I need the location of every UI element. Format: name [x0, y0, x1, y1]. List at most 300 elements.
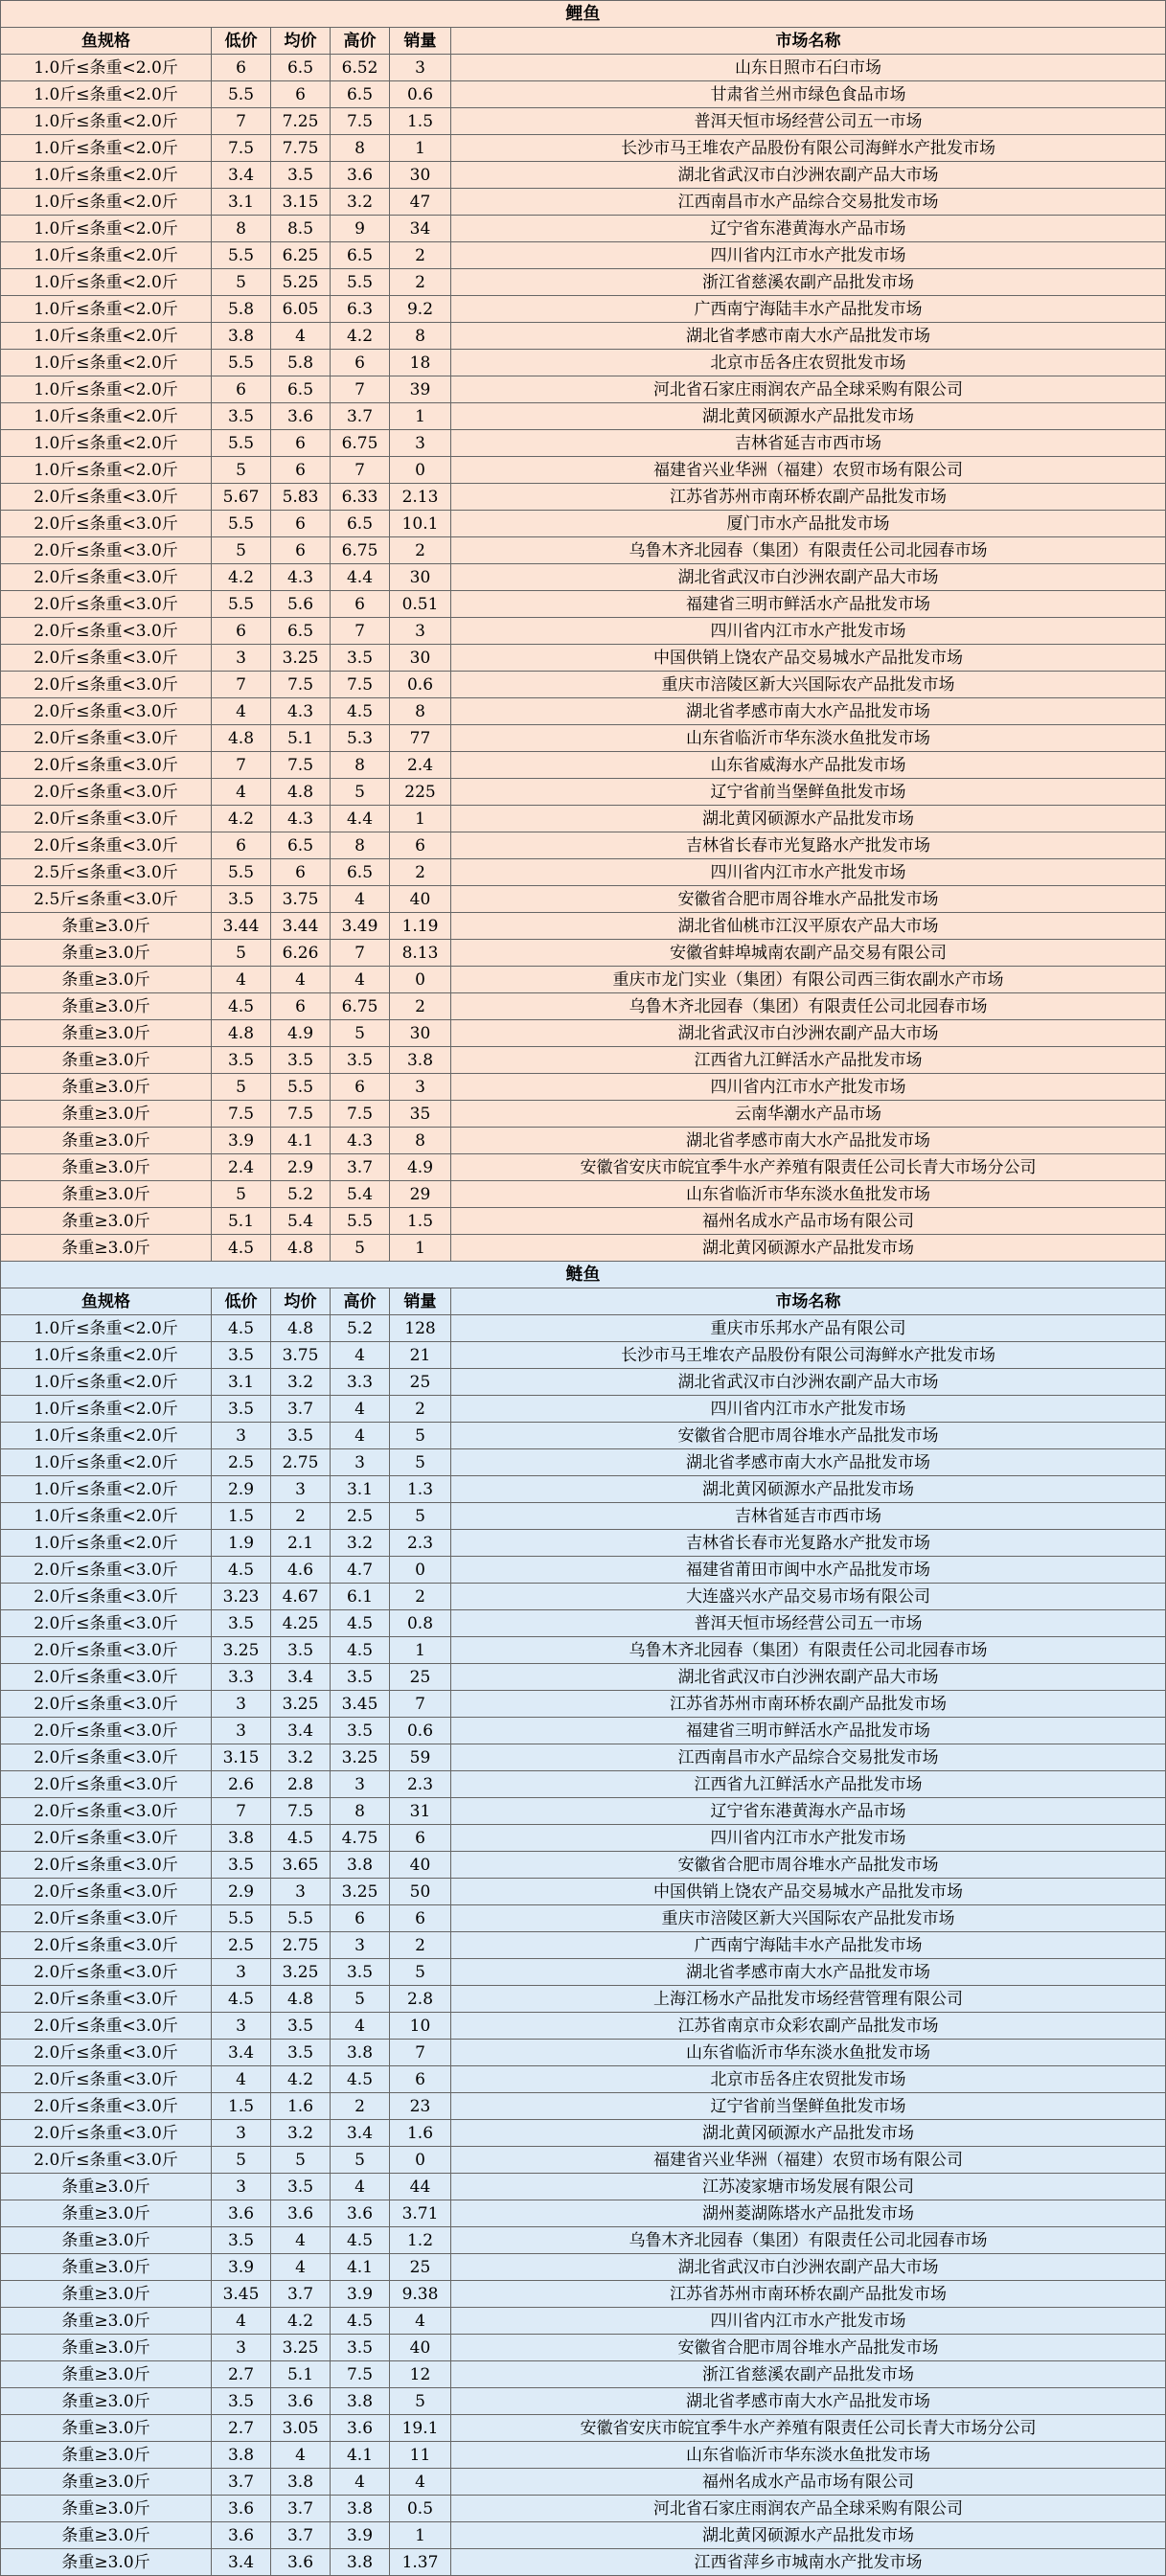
market-name-cell: 安徽省合肥市周谷堆水产品批发市场 — [451, 886, 1166, 913]
spec-cell: 条重≥3.0斤 — [1, 2335, 212, 2361]
table-row — [1, 484, 1166, 511]
avg-price-cell: 7.5 — [271, 752, 331, 779]
low-price-cell: 3.3 — [212, 1664, 271, 1691]
high-price-cell: 3.5 — [331, 1959, 390, 1986]
low-price-cell: 3.44 — [212, 913, 271, 940]
high-price-cell: 4 — [331, 886, 390, 913]
high-price-cell: 6.5 — [331, 859, 390, 886]
spec-cell: 2.0斤≤条重<3.0斤 — [1, 1825, 212, 1852]
high-price-cell: 3.7 — [331, 1154, 390, 1181]
table-row — [1, 993, 1166, 1020]
low-price-cell: 5 — [212, 940, 271, 967]
spec-cell: 条重≥3.0斤 — [1, 1020, 212, 1047]
volume-cell: 7 — [390, 2040, 451, 2066]
table-row — [1, 806, 1166, 832]
market-name-cell: 湖北省武汉市白沙洲农副产品大市场 — [451, 2254, 1166, 2281]
market-name-cell: 江西省九江鲜活水产品批发市场 — [451, 1047, 1166, 1074]
high-price-cell: 5 — [331, 2147, 390, 2174]
high-price-cell: 6.5 — [331, 242, 390, 269]
table-row — [1, 2469, 1166, 2496]
high-price-cell: 3.3 — [331, 1369, 390, 1396]
table-row — [1, 1905, 1166, 1932]
market-name-cell: 辽宁省前当堡鲜鱼批发市场 — [451, 779, 1166, 806]
spec-cell: 1.0斤≤条重<2.0斤 — [1, 457, 212, 484]
low-price-cell: 3.1 — [212, 189, 271, 216]
avg-price-cell: 4 — [271, 2254, 331, 2281]
market-name-cell: 安徽省安庆市皖宜季牛水产养殖有限责任公司长青大市场分公司 — [451, 2415, 1166, 2442]
market-name-cell: 乌鲁木齐北园春（集团）有限责任公司北园春市场 — [451, 993, 1166, 1020]
market-name-cell: 甘肃省兰州市绿色食品市场 — [451, 81, 1166, 108]
spec-cell: 2.0斤≤条重<3.0斤 — [1, 2066, 212, 2093]
spec-cell: 条重≥3.0斤 — [1, 2549, 212, 2576]
spec-cell: 1.0斤≤条重<2.0斤 — [1, 1396, 212, 1423]
high-price-cell: 6.3 — [331, 296, 390, 323]
volume-cell: 18 — [390, 350, 451, 376]
market-name-cell: 乌鲁木齐北园春（集团）有限责任公司北园春市场 — [451, 2227, 1166, 2254]
spec-cell: 2.0斤≤条重<3.0斤 — [1, 806, 212, 832]
volume-cell: 6 — [390, 832, 451, 859]
avg-price-cell: 1.6 — [271, 2093, 331, 2120]
low-price-cell: 4 — [212, 779, 271, 806]
high-price-cell: 9 — [331, 216, 390, 242]
spec-cell: 1.0斤≤条重<2.0斤 — [1, 162, 212, 189]
high-price-cell: 3.25 — [331, 1879, 390, 1905]
low-price-cell: 3.6 — [212, 2522, 271, 2549]
table-row — [1, 1315, 1166, 1342]
spec-cell: 1.0斤≤条重<2.0斤 — [1, 323, 212, 350]
market-name-cell: 大连盛兴水产品交易市场有限公司 — [451, 1584, 1166, 1610]
volume-cell: 0.6 — [390, 672, 451, 698]
low-price-cell: 3.5 — [212, 1852, 271, 1879]
market-name-cell: 江苏凌家塘市场发展有限公司 — [451, 2174, 1166, 2200]
table-row — [1, 913, 1166, 940]
market-name-cell: 辽宁省前当堡鲜鱼批发市场 — [451, 2093, 1166, 2120]
market-name-cell: 湖北黄冈硕源水产品批发市场 — [451, 403, 1166, 430]
section-title-row — [1, 1, 1166, 28]
table-row — [1, 967, 1166, 993]
table-row — [1, 645, 1166, 672]
table-row — [1, 886, 1166, 913]
spec-cell: 2.0斤≤条重<3.0斤 — [1, 645, 212, 672]
avg-price-cell: 7.5 — [271, 672, 331, 698]
avg-price-cell: 7.5 — [271, 1101, 331, 1128]
volume-cell: 7 — [390, 1691, 451, 1718]
col-header-spec: 鱼规格 — [1, 1288, 212, 1315]
avg-price-cell: 5.5 — [271, 1074, 331, 1101]
avg-price-cell: 6.5 — [271, 618, 331, 645]
avg-price-cell: 3.65 — [271, 1852, 331, 1879]
table-row — [1, 55, 1166, 81]
avg-price-cell: 3.4 — [271, 1664, 331, 1691]
spec-cell: 2.0斤≤条重<3.0斤 — [1, 2040, 212, 2066]
volume-cell: 2 — [390, 1584, 451, 1610]
high-price-cell: 3 — [331, 1932, 390, 1959]
low-price-cell: 3.1 — [212, 1369, 271, 1396]
spec-cell: 2.0斤≤条重<3.0斤 — [1, 698, 212, 725]
market-name-cell: 乌鲁木齐北园春（集团）有限责任公司北园春市场 — [451, 537, 1166, 564]
spec-cell: 条重≥3.0斤 — [1, 993, 212, 1020]
avg-price-cell: 2.8 — [271, 1771, 331, 1798]
col-header-avg: 均价 — [271, 28, 331, 55]
volume-cell: 47 — [390, 189, 451, 216]
spec-cell: 2.0斤≤条重<3.0斤 — [1, 1718, 212, 1744]
spec-cell: 条重≥3.0斤 — [1, 1101, 212, 1128]
spec-cell: 条重≥3.0斤 — [1, 2469, 212, 2496]
market-name-cell: 江苏省苏州市南环桥农副产品批发市场 — [451, 2281, 1166, 2308]
volume-cell: 25 — [390, 1369, 451, 1396]
spec-cell: 条重≥3.0斤 — [1, 2254, 212, 2281]
high-price-cell: 5.5 — [331, 269, 390, 296]
table-row — [1, 1852, 1166, 1879]
table-row — [1, 1423, 1166, 1449]
volume-cell: 35 — [390, 1101, 451, 1128]
volume-cell: 1 — [390, 135, 451, 162]
table-row — [1, 940, 1166, 967]
spec-cell: 条重≥3.0斤 — [1, 1074, 212, 1101]
volume-cell: 2.3 — [390, 1530, 451, 1557]
avg-price-cell: 4.67 — [271, 1584, 331, 1610]
table-row — [1, 698, 1166, 725]
low-price-cell: 7 — [212, 108, 271, 135]
volume-cell: 40 — [390, 2335, 451, 2361]
avg-price-cell: 6 — [271, 430, 331, 457]
low-price-cell: 3.4 — [212, 162, 271, 189]
high-price-cell: 8 — [331, 1798, 390, 1825]
low-price-cell: 5 — [212, 1074, 271, 1101]
volume-cell: 4 — [390, 2308, 451, 2335]
avg-price-cell: 3.6 — [271, 2200, 331, 2227]
low-price-cell: 2.5 — [212, 1449, 271, 1476]
high-price-cell: 3.7 — [331, 403, 390, 430]
table-row — [1, 564, 1166, 591]
high-price-cell: 8 — [331, 752, 390, 779]
spec-cell: 1.0斤≤条重<2.0斤 — [1, 430, 212, 457]
market-name-cell: 湖北省孝感市南大水产品批发市场 — [451, 1959, 1166, 1986]
market-name-cell: 山东省临沂市华东淡水鱼批发市场 — [451, 2442, 1166, 2469]
market-name-cell: 江西省九江鲜活水产品批发市场 — [451, 1771, 1166, 1798]
low-price-cell: 3.5 — [212, 886, 271, 913]
market-name-cell: 福建省莆田市闽中水产品批发市场 — [451, 1557, 1166, 1584]
volume-cell: 225 — [390, 779, 451, 806]
spec-cell: 条重≥3.0斤 — [1, 2308, 212, 2335]
volume-cell: 0.8 — [390, 1610, 451, 1637]
table-row — [1, 2174, 1166, 2200]
high-price-cell: 4.4 — [331, 806, 390, 832]
avg-price-cell: 4.25 — [271, 1610, 331, 1637]
avg-price-cell: 5.83 — [271, 484, 331, 511]
avg-price-cell: 5.5 — [271, 1905, 331, 1932]
market-name-cell: 中国供销上饶农产品交易城水产品批发市场 — [451, 1879, 1166, 1905]
low-price-cell: 3.23 — [212, 1584, 271, 1610]
avg-price-cell: 7.25 — [271, 108, 331, 135]
low-price-cell: 3.9 — [212, 1128, 271, 1154]
table-row — [1, 1503, 1166, 1530]
table-row — [1, 1557, 1166, 1584]
spec-cell: 2.0斤≤条重<3.0斤 — [1, 1959, 212, 1986]
table-row — [1, 1744, 1166, 1771]
avg-price-cell: 4.3 — [271, 564, 331, 591]
high-price-cell: 4 — [331, 967, 390, 993]
volume-cell: 0 — [390, 1557, 451, 1584]
market-name-cell: 普洱天恒市场经营公司五一市场 — [451, 108, 1166, 135]
high-price-cell: 4.5 — [331, 2308, 390, 2335]
spec-cell: 2.0斤≤条重<3.0斤 — [1, 1691, 212, 1718]
volume-cell: 2 — [390, 242, 451, 269]
market-name-cell: 湖北省孝感市南大水产品批发市场 — [451, 698, 1166, 725]
table-row — [1, 189, 1166, 216]
col-header-market: 市场名称 — [451, 28, 1166, 55]
low-price-cell: 2.7 — [212, 2415, 271, 2442]
low-price-cell: 5.5 — [212, 430, 271, 457]
avg-price-cell: 5.4 — [271, 1208, 331, 1235]
high-price-cell: 6.75 — [331, 430, 390, 457]
table-row — [1, 1369, 1166, 1396]
volume-cell: 77 — [390, 725, 451, 752]
header-row — [1, 28, 1166, 55]
volume-cell: 6 — [390, 1825, 451, 1852]
spec-cell: 1.0斤≤条重<2.0斤 — [1, 1342, 212, 1369]
low-price-cell: 7.5 — [212, 1101, 271, 1128]
high-price-cell: 4.7 — [331, 1557, 390, 1584]
avg-price-cell: 2.75 — [271, 1932, 331, 1959]
market-name-cell: 山东省临沂市华东淡水鱼批发市场 — [451, 725, 1166, 752]
avg-price-cell: 4 — [271, 323, 331, 350]
market-name-cell: 四川省内江市水产批发市场 — [451, 1396, 1166, 1423]
low-price-cell: 3.5 — [212, 1610, 271, 1637]
low-price-cell: 3.15 — [212, 1744, 271, 1771]
avg-price-cell: 3.7 — [271, 2496, 331, 2522]
spec-cell: 1.0斤≤条重<2.0斤 — [1, 269, 212, 296]
market-name-cell: 重庆市涪陵区新大兴国际农产品批发市场 — [451, 1905, 1166, 1932]
low-price-cell: 3.5 — [212, 1047, 271, 1074]
high-price-cell: 3.8 — [331, 2549, 390, 2576]
high-price-cell: 3.8 — [331, 1852, 390, 1879]
market-name-cell: 湖北黄冈硕源水产品批发市场 — [451, 1235, 1166, 1262]
low-price-cell: 3.5 — [212, 1396, 271, 1423]
high-price-cell: 7 — [331, 618, 390, 645]
low-price-cell: 3.8 — [212, 2442, 271, 2469]
low-price-cell: 3 — [212, 1718, 271, 1744]
high-price-cell: 3.5 — [331, 1718, 390, 1744]
market-name-cell: 湖北黄冈硕源水产品批发市场 — [451, 2120, 1166, 2147]
volume-cell: 2.8 — [390, 1986, 451, 2013]
spec-cell: 1.0斤≤条重<2.0斤 — [1, 1503, 212, 1530]
table-row — [1, 672, 1166, 698]
high-price-cell: 3.5 — [331, 2335, 390, 2361]
volume-cell: 8 — [390, 698, 451, 725]
spec-cell: 1.0斤≤条重<2.0斤 — [1, 403, 212, 430]
table-row — [1, 403, 1166, 430]
high-price-cell: 3.1 — [331, 1476, 390, 1503]
col-header-spec: 鱼规格 — [1, 28, 212, 55]
low-price-cell: 3 — [212, 1959, 271, 1986]
high-price-cell: 3.6 — [331, 162, 390, 189]
low-price-cell: 4.5 — [212, 1986, 271, 2013]
high-price-cell: 4.5 — [331, 1610, 390, 1637]
spec-cell: 条重≥3.0斤 — [1, 2174, 212, 2200]
high-price-cell: 4 — [331, 1396, 390, 1423]
table-row — [1, 135, 1166, 162]
col-header-low: 低价 — [212, 28, 271, 55]
avg-price-cell: 5 — [271, 2147, 331, 2174]
avg-price-cell: 3.5 — [271, 1637, 331, 1664]
low-price-cell: 4 — [212, 2066, 271, 2093]
volume-cell: 2 — [390, 269, 451, 296]
spec-cell: 1.0斤≤条重<2.0斤 — [1, 242, 212, 269]
market-name-cell: 山东日照市石臼市场 — [451, 55, 1166, 81]
spec-cell: 2.0斤≤条重<3.0斤 — [1, 1557, 212, 1584]
low-price-cell: 7.5 — [212, 135, 271, 162]
high-price-cell: 7 — [331, 940, 390, 967]
avg-price-cell: 2.1 — [271, 1530, 331, 1557]
table-row — [1, 1584, 1166, 1610]
volume-cell: 9.2 — [390, 296, 451, 323]
market-name-cell: 北京市岳各庄农贸批发市场 — [451, 350, 1166, 376]
low-price-cell: 3.45 — [212, 2281, 271, 2308]
volume-cell: 6 — [390, 2066, 451, 2093]
table-row — [1, 2254, 1166, 2281]
avg-price-cell: 3.7 — [271, 2522, 331, 2549]
table-row — [1, 1181, 1166, 1208]
high-price-cell: 5 — [331, 1986, 390, 2013]
col-header-avg: 均价 — [271, 1288, 331, 1315]
table-row — [1, 1959, 1166, 1986]
market-name-cell: 湖北省仙桃市江汉平原农产品大市场 — [451, 913, 1166, 940]
table-row — [1, 1020, 1166, 1047]
volume-cell: 44 — [390, 2174, 451, 2200]
spec-cell: 2.0斤≤条重<3.0斤 — [1, 1584, 212, 1610]
spec-cell: 2.0斤≤条重<3.0斤 — [1, 2093, 212, 2120]
high-price-cell: 7 — [331, 376, 390, 403]
spec-cell: 条重≥3.0斤 — [1, 2281, 212, 2308]
market-name-cell: 湖北黄冈硕源水产品批发市场 — [451, 1476, 1166, 1503]
volume-cell: 59 — [390, 1744, 451, 1771]
volume-cell: 3.8 — [390, 1047, 451, 1074]
volume-cell: 0.6 — [390, 1718, 451, 1744]
table-row — [1, 752, 1166, 779]
high-price-cell: 7.5 — [331, 2361, 390, 2388]
market-name-cell: 吉林省延吉市西市场 — [451, 430, 1166, 457]
market-name-cell: 湖北黄冈硕源水产品批发市场 — [451, 806, 1166, 832]
low-price-cell: 3 — [212, 2120, 271, 2147]
avg-price-cell: 3.5 — [271, 1423, 331, 1449]
low-price-cell: 1.5 — [212, 1503, 271, 1530]
market-name-cell: 湖北省武汉市白沙洲农副产品大市场 — [451, 564, 1166, 591]
avg-price-cell: 6.26 — [271, 940, 331, 967]
spec-cell: 2.0斤≤条重<3.0斤 — [1, 2013, 212, 2040]
table-row — [1, 2227, 1166, 2254]
low-price-cell: 4.5 — [212, 1315, 271, 1342]
low-price-cell: 4.5 — [212, 1557, 271, 1584]
avg-price-cell: 6 — [271, 511, 331, 537]
table-row — [1, 81, 1166, 108]
spec-cell: 2.0斤≤条重<3.0斤 — [1, 1664, 212, 1691]
spec-cell: 2.0斤≤条重<3.0斤 — [1, 725, 212, 752]
low-price-cell: 3.7 — [212, 2469, 271, 2496]
table-row — [1, 108, 1166, 135]
low-price-cell: 5.5 — [212, 350, 271, 376]
high-price-cell: 4.5 — [331, 1637, 390, 1664]
volume-cell: 2 — [390, 859, 451, 886]
spec-cell: 1.0斤≤条重<2.0斤 — [1, 135, 212, 162]
spec-cell: 条重≥3.0斤 — [1, 2442, 212, 2469]
avg-price-cell: 3.25 — [271, 645, 331, 672]
col-header-volume: 销量 — [390, 28, 451, 55]
low-price-cell: 3.8 — [212, 1825, 271, 1852]
low-price-cell: 5 — [212, 1181, 271, 1208]
market-name-cell: 江苏省苏州市南环桥农副产品批发市场 — [451, 1691, 1166, 1718]
spec-cell: 条重≥3.0斤 — [1, 2388, 212, 2415]
table-row — [1, 618, 1166, 645]
high-price-cell: 4 — [331, 2013, 390, 2040]
volume-cell: 2.13 — [390, 484, 451, 511]
table-row — [1, 2120, 1166, 2147]
high-price-cell: 6.1 — [331, 1584, 390, 1610]
market-name-cell: 湖北省武汉市白沙洲农副产品大市场 — [451, 1020, 1166, 1047]
spec-cell: 2.0斤≤条重<3.0斤 — [1, 1905, 212, 1932]
low-price-cell: 2.9 — [212, 1879, 271, 1905]
low-price-cell: 4 — [212, 2308, 271, 2335]
avg-price-cell: 6 — [271, 81, 331, 108]
low-price-cell: 5.1 — [212, 1208, 271, 1235]
spec-cell: 条重≥3.0斤 — [1, 1181, 212, 1208]
avg-price-cell: 3 — [271, 1879, 331, 1905]
high-price-cell: 3.49 — [331, 913, 390, 940]
high-price-cell: 4.5 — [331, 2066, 390, 2093]
avg-price-cell: 4.1 — [271, 1128, 331, 1154]
market-name-cell: 江西南昌市水产品综合交易批发市场 — [451, 1744, 1166, 1771]
market-name-cell: 浙江省慈溪农副产品批发市场 — [451, 2361, 1166, 2388]
table-row — [1, 2388, 1166, 2415]
table-row — [1, 1986, 1166, 2013]
table-row — [1, 1128, 1166, 1154]
table-row — [1, 2281, 1166, 2308]
low-price-cell: 3 — [212, 1691, 271, 1718]
table-row — [1, 1610, 1166, 1637]
volume-cell: 10 — [390, 2013, 451, 2040]
low-price-cell: 7 — [212, 672, 271, 698]
volume-cell: 0.5 — [390, 2496, 451, 2522]
volume-cell: 39 — [390, 376, 451, 403]
high-price-cell: 6.33 — [331, 484, 390, 511]
table-row — [1, 1047, 1166, 1074]
volume-cell: 30 — [390, 1020, 451, 1047]
market-name-cell: 普洱天恒市场经营公司五一市场 — [451, 1610, 1166, 1637]
table-row — [1, 1074, 1166, 1101]
low-price-cell: 3 — [212, 2174, 271, 2200]
table-row — [1, 1396, 1166, 1423]
table-row — [1, 323, 1166, 350]
table-row — [1, 591, 1166, 618]
high-price-cell: 5 — [331, 779, 390, 806]
high-price-cell: 3.2 — [331, 1530, 390, 1557]
market-name-cell: 安徽省蚌埠城南农副产品交易有限公司 — [451, 940, 1166, 967]
avg-price-cell: 3 — [271, 1476, 331, 1503]
volume-cell: 2.4 — [390, 752, 451, 779]
market-name-cell: 江苏省苏州市南环桥农副产品批发市场 — [451, 484, 1166, 511]
avg-price-cell: 3.25 — [271, 1691, 331, 1718]
spec-cell: 1.0斤≤条重<2.0斤 — [1, 108, 212, 135]
market-name-cell: 湖北省武汉市白沙洲农副产品大市场 — [451, 162, 1166, 189]
volume-cell: 1.19 — [390, 913, 451, 940]
table-row — [1, 269, 1166, 296]
table-row — [1, 2496, 1166, 2522]
high-price-cell: 4.1 — [331, 2254, 390, 2281]
low-price-cell: 6 — [212, 55, 271, 81]
avg-price-cell: 4.8 — [271, 1315, 331, 1342]
table-row — [1, 725, 1166, 752]
high-price-cell: 6 — [331, 350, 390, 376]
